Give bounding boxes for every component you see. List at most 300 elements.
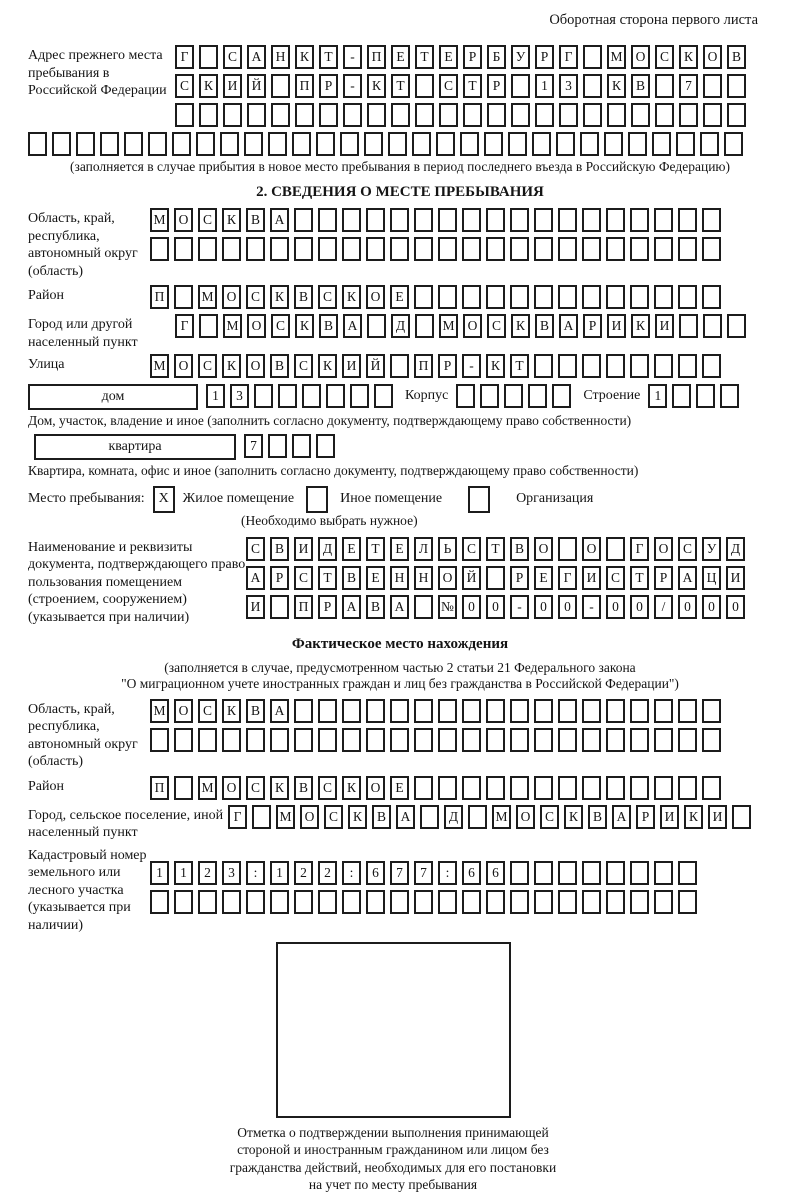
char-cell[interactable] [76, 132, 95, 156]
char-cell[interactable] [732, 805, 751, 829]
char-cell[interactable] [510, 208, 529, 232]
char-cell[interactable]: О [516, 805, 535, 829]
char-cell[interactable]: И [342, 354, 361, 378]
char-cell[interactable]: С [439, 74, 458, 98]
char-cell[interactable]: С [462, 537, 481, 561]
char-cell[interactable]: 3 [230, 384, 249, 408]
char-cell[interactable]: К [684, 805, 703, 829]
char-cell[interactable] [552, 384, 571, 408]
char-cell[interactable]: К [348, 805, 367, 829]
char-cell[interactable] [655, 74, 674, 98]
char-cell[interactable]: 0 [726, 595, 745, 619]
char-cell[interactable] [678, 776, 697, 800]
char-cell[interactable] [295, 103, 314, 127]
char-cell[interactable] [655, 103, 674, 127]
char-cell[interactable] [582, 208, 601, 232]
char-cell[interactable] [342, 728, 361, 752]
char-cell[interactable]: 3 [559, 74, 578, 98]
char-cell[interactable] [196, 132, 215, 156]
char-cell[interactable] [366, 208, 385, 232]
char-cell[interactable] [582, 861, 601, 885]
char-cell[interactable]: Р [510, 566, 529, 590]
char-cell[interactable]: О [247, 314, 266, 338]
char-cell[interactable] [528, 384, 547, 408]
char-cell[interactable]: К [295, 314, 314, 338]
char-cell[interactable] [150, 890, 169, 914]
char-cell[interactable]: Р [318, 595, 337, 619]
char-cell[interactable]: И [660, 805, 679, 829]
char-cell[interactable]: К [318, 354, 337, 378]
char-cell[interactable]: Д [318, 537, 337, 561]
char-cell[interactable] [556, 132, 575, 156]
char-cell[interactable] [318, 699, 337, 723]
char-cell[interactable]: А [343, 314, 362, 338]
char-cell[interactable] [199, 103, 218, 127]
char-cell[interactable] [678, 699, 697, 723]
char-cell[interactable] [702, 208, 721, 232]
char-cell[interactable] [174, 776, 193, 800]
char-cell[interactable] [724, 132, 743, 156]
char-cell[interactable]: Р [654, 566, 673, 590]
char-cell[interactable] [486, 566, 505, 590]
char-cell[interactable] [582, 776, 601, 800]
char-cell[interactable]: А [559, 314, 578, 338]
char-cell[interactable] [414, 890, 433, 914]
char-cell[interactable]: 0 [534, 595, 553, 619]
char-cell[interactable]: С [198, 354, 217, 378]
char-cell[interactable]: К [222, 208, 241, 232]
char-cell[interactable] [174, 728, 193, 752]
char-cell[interactable]: : [342, 861, 361, 885]
char-cell[interactable] [252, 805, 271, 829]
char-cell[interactable] [702, 285, 721, 309]
char-cell[interactable] [678, 890, 697, 914]
char-cell[interactable]: С [294, 354, 313, 378]
char-cell[interactable] [414, 728, 433, 752]
char-cell[interactable] [486, 776, 505, 800]
char-cell[interactable]: С [294, 566, 313, 590]
char-cell[interactable] [534, 861, 553, 885]
char-cell[interactable]: Г [175, 314, 194, 338]
char-cell[interactable]: В [588, 805, 607, 829]
char-cell[interactable]: О [582, 537, 601, 561]
char-cell[interactable] [558, 285, 577, 309]
char-cell[interactable] [534, 354, 553, 378]
char-cell[interactable] [367, 103, 386, 127]
char-cell[interactable] [534, 285, 553, 309]
char-cell[interactable] [630, 776, 649, 800]
char-cell[interactable]: О [222, 776, 241, 800]
char-cell[interactable]: К [342, 776, 361, 800]
char-cell[interactable]: Н [414, 566, 433, 590]
char-cell[interactable] [678, 285, 697, 309]
char-cell[interactable]: О [300, 805, 319, 829]
char-cell[interactable] [244, 132, 263, 156]
char-cell[interactable]: А [342, 595, 361, 619]
char-cell[interactable] [175, 103, 194, 127]
char-cell[interactable] [535, 103, 554, 127]
char-cell[interactable] [654, 354, 673, 378]
char-cell[interactable] [462, 699, 481, 723]
char-cell[interactable] [326, 384, 345, 408]
char-cell[interactable] [268, 434, 287, 458]
char-cell[interactable]: 0 [606, 595, 625, 619]
char-cell[interactable]: Т [630, 566, 649, 590]
char-cell[interactable] [390, 699, 409, 723]
char-cell[interactable] [302, 384, 321, 408]
apartment-type-box[interactable]: квартира [34, 434, 236, 460]
char-cell[interactable]: 0 [702, 595, 721, 619]
char-cell[interactable]: А [396, 805, 415, 829]
char-cell[interactable] [390, 890, 409, 914]
house-type-box[interactable]: дом [28, 384, 198, 410]
char-cell[interactable]: - [462, 354, 481, 378]
char-cell[interactable]: М [439, 314, 458, 338]
char-cell[interactable] [294, 890, 313, 914]
char-cell[interactable] [652, 132, 671, 156]
char-cell[interactable]: В [319, 314, 338, 338]
char-cell[interactable]: К [222, 354, 241, 378]
char-cell[interactable]: М [276, 805, 295, 829]
char-cell[interactable] [654, 890, 673, 914]
char-cell[interactable] [28, 132, 47, 156]
char-cell[interactable] [510, 861, 529, 885]
char-cell[interactable]: С [223, 45, 242, 69]
char-cell[interactable] [350, 384, 369, 408]
char-cell[interactable] [510, 285, 529, 309]
char-cell[interactable]: Т [391, 74, 410, 98]
char-cell[interactable]: И [655, 314, 674, 338]
char-cell[interactable] [510, 699, 529, 723]
char-cell[interactable]: У [702, 537, 721, 561]
char-cell[interactable]: Е [391, 45, 410, 69]
char-cell[interactable]: Н [390, 566, 409, 590]
char-cell[interactable]: Р [487, 74, 506, 98]
char-cell[interactable] [582, 699, 601, 723]
char-cell[interactable]: С [318, 776, 337, 800]
char-cell[interactable]: В [535, 314, 554, 338]
char-cell[interactable]: К [270, 776, 289, 800]
char-cell[interactable] [462, 776, 481, 800]
char-cell[interactable] [703, 74, 722, 98]
char-cell[interactable]: - [510, 595, 529, 619]
char-cell[interactable] [415, 103, 434, 127]
char-cell[interactable] [558, 537, 577, 561]
char-cell[interactable] [439, 103, 458, 127]
char-cell[interactable] [198, 237, 217, 261]
char-cell[interactable] [460, 132, 479, 156]
char-cell[interactable] [486, 890, 505, 914]
char-cell[interactable]: / [654, 595, 673, 619]
char-cell[interactable]: В [294, 776, 313, 800]
char-cell[interactable] [388, 132, 407, 156]
char-cell[interactable] [558, 208, 577, 232]
char-cell[interactable] [486, 237, 505, 261]
char-cell[interactable] [462, 208, 481, 232]
char-cell[interactable]: 0 [486, 595, 505, 619]
char-cell[interactable]: Е [390, 285, 409, 309]
char-cell[interactable]: С [318, 285, 337, 309]
char-cell[interactable]: И [223, 74, 242, 98]
char-cell[interactable]: М [198, 776, 217, 800]
char-cell[interactable]: О [463, 314, 482, 338]
char-cell[interactable] [532, 132, 551, 156]
char-cell[interactable]: А [612, 805, 631, 829]
char-cell[interactable]: С [678, 537, 697, 561]
char-cell[interactable] [534, 208, 553, 232]
char-cell[interactable] [150, 728, 169, 752]
char-cell[interactable] [294, 208, 313, 232]
char-cell[interactable]: О [174, 208, 193, 232]
char-cell[interactable]: Ц [702, 566, 721, 590]
char-cell[interactable] [679, 314, 698, 338]
char-cell[interactable] [340, 132, 359, 156]
char-cell[interactable] [278, 384, 297, 408]
char-cell[interactable]: Р [636, 805, 655, 829]
char-cell[interactable]: - [343, 45, 362, 69]
char-cell[interactable] [484, 132, 503, 156]
char-cell[interactable] [294, 699, 313, 723]
char-cell[interactable] [420, 805, 439, 829]
char-cell[interactable] [366, 237, 385, 261]
char-cell[interactable] [727, 314, 746, 338]
char-cell[interactable]: К [679, 45, 698, 69]
char-cell[interactable]: Р [535, 45, 554, 69]
char-cell[interactable] [582, 285, 601, 309]
char-cell[interactable]: С [246, 537, 265, 561]
char-cell[interactable] [318, 237, 337, 261]
char-cell[interactable] [390, 237, 409, 261]
char-cell[interactable] [654, 285, 673, 309]
char-cell[interactable]: 3 [222, 861, 241, 885]
char-cell[interactable] [702, 776, 721, 800]
char-cell[interactable]: Е [390, 537, 409, 561]
char-cell[interactable]: О [631, 45, 650, 69]
char-cell[interactable]: С [246, 285, 265, 309]
char-cell[interactable] [511, 74, 530, 98]
char-cell[interactable]: П [294, 595, 313, 619]
char-cell[interactable]: О [366, 285, 385, 309]
char-cell[interactable]: 0 [630, 595, 649, 619]
char-cell[interactable] [727, 74, 746, 98]
char-cell[interactable]: О [703, 45, 722, 69]
char-cell[interactable] [318, 728, 337, 752]
char-cell[interactable]: К [564, 805, 583, 829]
char-cell[interactable] [438, 776, 457, 800]
char-cell[interactable] [582, 237, 601, 261]
char-cell[interactable] [486, 208, 505, 232]
char-cell[interactable]: К [270, 285, 289, 309]
char-cell[interactable]: И [294, 537, 313, 561]
char-cell[interactable] [703, 314, 722, 338]
char-cell[interactable]: С [198, 208, 217, 232]
char-cell[interactable]: 0 [558, 595, 577, 619]
char-cell[interactable] [583, 103, 602, 127]
checkbox-organization[interactable] [468, 486, 490, 513]
char-cell[interactable]: Е [366, 566, 385, 590]
char-cell[interactable]: Й [366, 354, 385, 378]
char-cell[interactable] [582, 728, 601, 752]
char-cell[interactable]: О [366, 776, 385, 800]
char-cell[interactable] [582, 354, 601, 378]
char-cell[interactable] [268, 132, 287, 156]
char-cell[interactable] [606, 728, 625, 752]
char-cell[interactable] [678, 208, 697, 232]
char-cell[interactable] [558, 861, 577, 885]
char-cell[interactable] [534, 776, 553, 800]
char-cell[interactable] [198, 728, 217, 752]
char-cell[interactable] [534, 699, 553, 723]
char-cell[interactable]: С [198, 699, 217, 723]
char-cell[interactable] [246, 890, 265, 914]
char-cell[interactable] [487, 103, 506, 127]
char-cell[interactable]: № [438, 595, 457, 619]
char-cell[interactable] [606, 861, 625, 885]
char-cell[interactable]: Т [366, 537, 385, 561]
char-cell[interactable] [342, 237, 361, 261]
char-cell[interactable] [415, 74, 434, 98]
char-cell[interactable]: 1 [174, 861, 193, 885]
char-cell[interactable]: Е [390, 776, 409, 800]
char-cell[interactable] [100, 132, 119, 156]
char-cell[interactable] [294, 728, 313, 752]
char-cell[interactable]: П [150, 285, 169, 309]
char-cell[interactable]: 1 [535, 74, 554, 98]
char-cell[interactable]: 1 [648, 384, 667, 408]
char-cell[interactable] [486, 699, 505, 723]
char-cell[interactable]: К [342, 285, 361, 309]
char-cell[interactable]: Р [319, 74, 338, 98]
char-cell[interactable]: 0 [678, 595, 697, 619]
char-cell[interactable]: 7 [390, 861, 409, 885]
char-cell[interactable] [606, 537, 625, 561]
char-cell[interactable] [606, 776, 625, 800]
char-cell[interactable]: Г [558, 566, 577, 590]
char-cell[interactable]: К [511, 314, 530, 338]
char-cell[interactable]: Й [462, 566, 481, 590]
char-cell[interactable]: К [607, 74, 626, 98]
char-cell[interactable]: С [246, 776, 265, 800]
char-cell[interactable]: М [150, 699, 169, 723]
char-cell[interactable]: 7 [414, 861, 433, 885]
char-cell[interactable] [480, 384, 499, 408]
char-cell[interactable] [654, 728, 673, 752]
char-cell[interactable]: С [175, 74, 194, 98]
char-cell[interactable] [534, 890, 553, 914]
char-cell[interactable] [606, 237, 625, 261]
char-cell[interactable]: 2 [318, 861, 337, 885]
char-cell[interactable] [510, 237, 529, 261]
char-cell[interactable]: А [246, 566, 265, 590]
char-cell[interactable] [390, 208, 409, 232]
char-cell[interactable]: В [510, 537, 529, 561]
char-cell[interactable] [630, 237, 649, 261]
char-cell[interactable] [271, 74, 290, 98]
char-cell[interactable] [583, 74, 602, 98]
char-cell[interactable]: Е [439, 45, 458, 69]
char-cell[interactable] [462, 890, 481, 914]
char-cell[interactable]: 6 [486, 861, 505, 885]
char-cell[interactable] [436, 132, 455, 156]
char-cell[interactable] [366, 728, 385, 752]
char-cell[interactable] [463, 103, 482, 127]
char-cell[interactable] [318, 208, 337, 232]
char-cell[interactable] [246, 237, 265, 261]
char-cell[interactable] [462, 237, 481, 261]
char-cell[interactable]: В [727, 45, 746, 69]
char-cell[interactable]: М [198, 285, 217, 309]
char-cell[interactable] [292, 132, 311, 156]
char-cell[interactable] [174, 237, 193, 261]
char-cell[interactable]: Г [175, 45, 194, 69]
char-cell[interactable] [270, 595, 289, 619]
checkbox-other-premises[interactable] [306, 486, 328, 513]
char-cell[interactable] [510, 776, 529, 800]
char-cell[interactable]: В [270, 354, 289, 378]
char-cell[interactable]: Г [559, 45, 578, 69]
char-cell[interactable] [511, 103, 530, 127]
char-cell[interactable]: И [726, 566, 745, 590]
char-cell[interactable] [52, 132, 71, 156]
char-cell[interactable] [558, 354, 577, 378]
char-cell[interactable] [198, 890, 217, 914]
char-cell[interactable]: М [223, 314, 242, 338]
char-cell[interactable] [678, 861, 697, 885]
char-cell[interactable] [604, 132, 623, 156]
char-cell[interactable] [412, 132, 431, 156]
char-cell[interactable] [222, 890, 241, 914]
char-cell[interactable] [727, 103, 746, 127]
char-cell[interactable]: К [631, 314, 650, 338]
char-cell[interactable]: Р [583, 314, 602, 338]
char-cell[interactable] [607, 103, 626, 127]
char-cell[interactable]: Т [510, 354, 529, 378]
char-cell[interactable] [199, 45, 218, 69]
char-cell[interactable]: И [582, 566, 601, 590]
char-cell[interactable] [223, 103, 242, 127]
char-cell[interactable]: М [607, 45, 626, 69]
char-cell[interactable] [582, 890, 601, 914]
char-cell[interactable] [468, 805, 487, 829]
char-cell[interactable] [414, 285, 433, 309]
char-cell[interactable]: И [246, 595, 265, 619]
char-cell[interactable]: О [534, 537, 553, 561]
char-cell[interactable]: П [367, 45, 386, 69]
char-cell[interactable] [199, 314, 218, 338]
char-cell[interactable] [271, 103, 290, 127]
char-cell[interactable]: 6 [462, 861, 481, 885]
char-cell[interactable]: М [492, 805, 511, 829]
char-cell[interactable] [678, 237, 697, 261]
char-cell[interactable] [702, 354, 721, 378]
char-cell[interactable]: О [246, 354, 265, 378]
char-cell[interactable] [174, 890, 193, 914]
char-cell[interactable] [606, 285, 625, 309]
char-cell[interactable]: Т [415, 45, 434, 69]
char-cell[interactable] [270, 728, 289, 752]
char-cell[interactable] [174, 285, 193, 309]
char-cell[interactable]: 1 [270, 861, 289, 885]
char-cell[interactable] [414, 699, 433, 723]
char-cell[interactable]: Й [247, 74, 266, 98]
char-cell[interactable]: Т [318, 566, 337, 590]
char-cell[interactable] [702, 728, 721, 752]
char-cell[interactable]: Т [463, 74, 482, 98]
char-cell[interactable]: 1 [150, 861, 169, 885]
char-cell[interactable] [342, 890, 361, 914]
char-cell[interactable] [720, 384, 739, 408]
char-cell[interactable] [558, 237, 577, 261]
